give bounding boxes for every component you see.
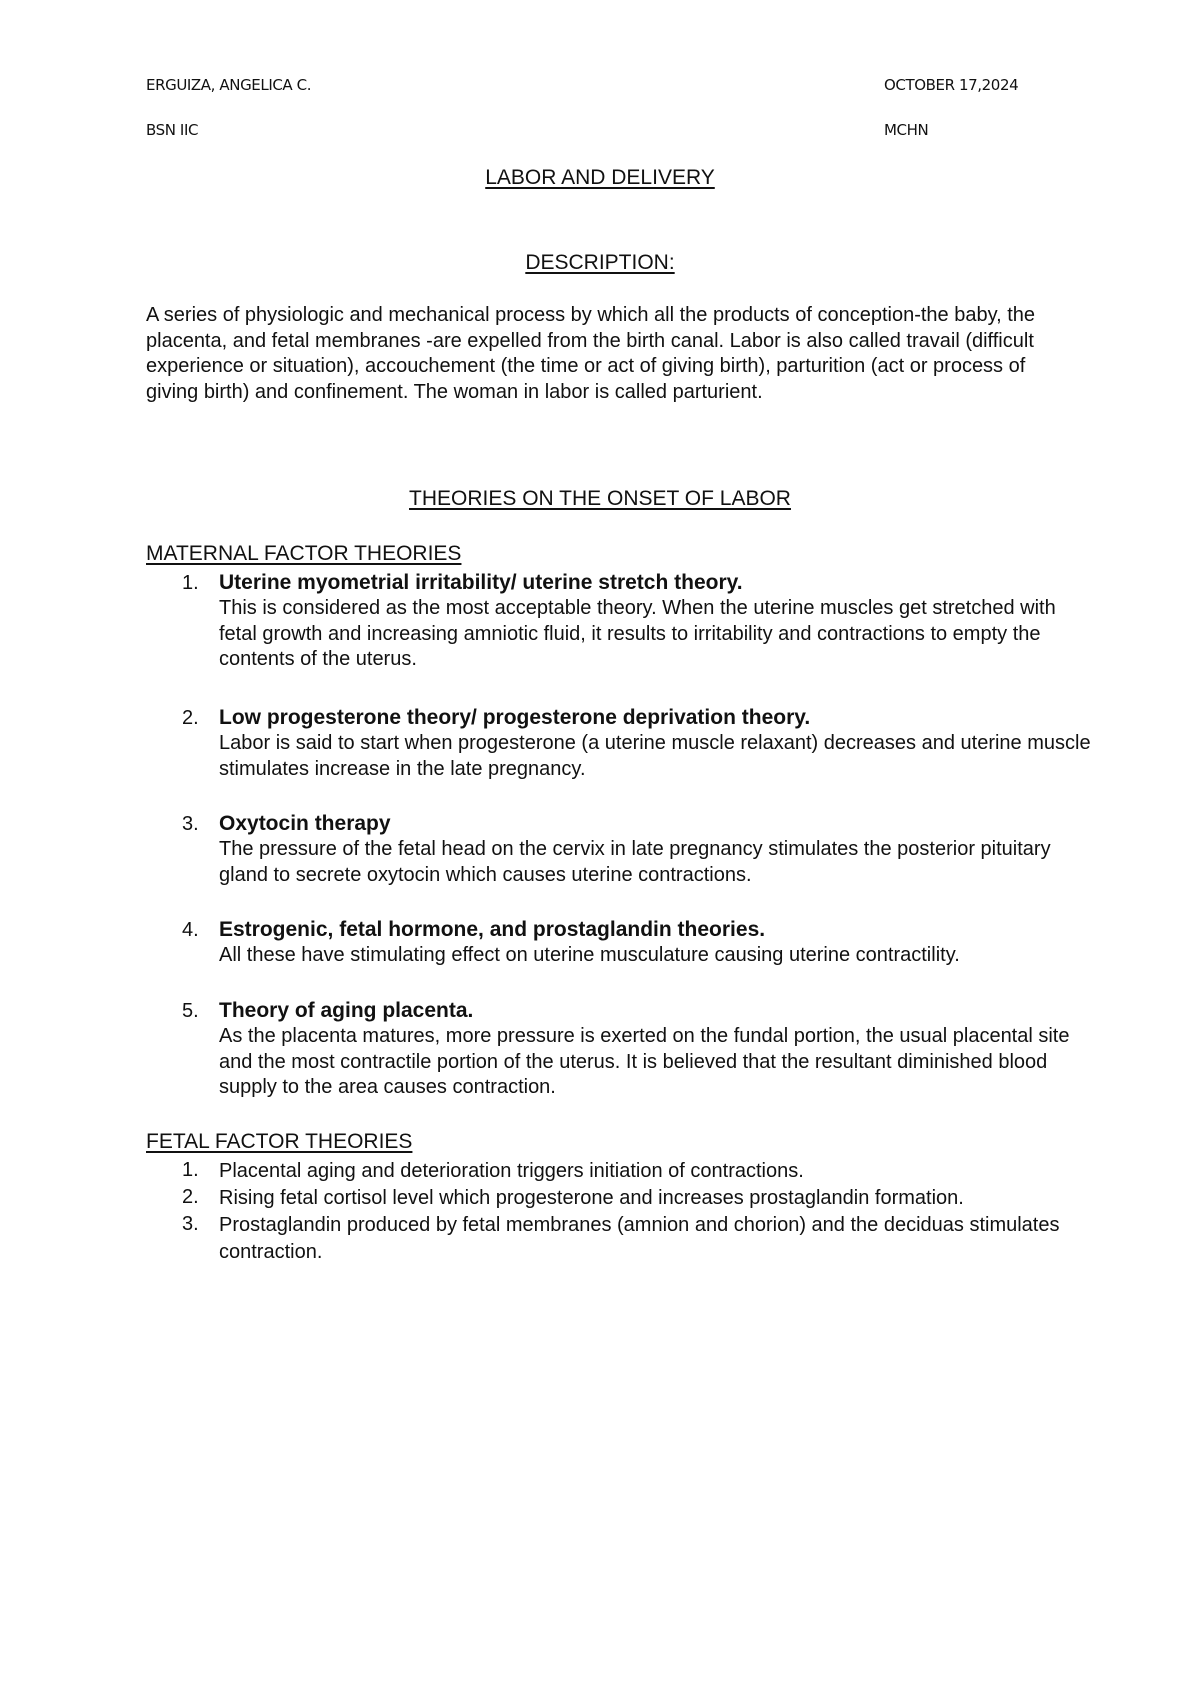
item-body: The pressure of the fetal head on the cervix in late pregnancy stimulates the posterior pituitary gland to secrete oxytocin which causes uterine contractions. <box>219 838 1051 886</box>
maternal-factor-heading: MATERNAL FACTOR THEORIES <box>146 542 462 565</box>
student-name: ERGUIZA, ANGELICA C. <box>146 76 312 94</box>
item-number: 1. <box>182 572 199 594</box>
fetal-factor-heading: FETAL FACTOR THEORIES <box>146 1130 413 1153</box>
description-text: A series of physiologic and mechanical process by which all the products of conception-the baby, the placenta, and fetal membranes -are expelled from the birth canal. Labor is also called travail (difficult experience or situation), accouchement (the time or act of giving birth), parturition (act or process of giving birth) and confinement. The woman in labor is called parturient. <box>146 304 1036 403</box>
theories-heading: THEORIES ON THE ONSET OF LABOR <box>409 487 791 510</box>
item-number: 2. <box>182 1186 199 1208</box>
description-heading: DESCRIPTION: <box>525 251 675 274</box>
item-number: 3. <box>182 1213 199 1235</box>
item-number: 3. <box>182 813 199 835</box>
item-number: 4. <box>182 919 199 941</box>
item-text: Rising fetal cortisol level which progesterone and increases prostaglandin formation. <box>219 1187 964 1209</box>
submission-date: OCTOBER 17,2024 <box>884 76 1019 94</box>
document-title: LABOR AND DELIVERY <box>485 166 715 189</box>
item-text: Placental aging and deterioration triggers initiation of contractions. <box>219 1160 804 1182</box>
item-title: Oxytocin therapy <box>219 812 391 835</box>
item-body: All these have stimulating effect on uterine musculature causing uterine contractility. <box>219 944 960 966</box>
item-number: 2. <box>182 707 199 729</box>
item-title: Estrogenic, fetal hormone, and prostaglandin theories. <box>219 918 766 941</box>
item-title: Low progesterone theory/ progesterone deprivation theory. <box>219 706 811 729</box>
student-section: BSN IIC <box>146 121 199 139</box>
item-body: This is considered as the most acceptable theory. When the uterine muscles get stretched with fetal growth and increasing amniotic fluid, it results to irritability and contractions to empty the contents of the uterus. <box>219 597 1056 670</box>
item-body: As the placenta matures, more pressure is exerted on the fundal portion, the usual placental site and the most contractile portion of the uterus. It is believed that the resultant diminished blood supply to the area causes contraction. <box>219 1025 1070 1098</box>
item-title: Theory of aging placenta. <box>219 999 474 1022</box>
item-number: 1. <box>182 1159 199 1181</box>
item-title: Uterine myometrial irritability/ uterine stretch theory. <box>219 571 743 594</box>
item-text: Prostaglandin produced by fetal membranes (amnion and chorion) and the deciduas stimulates contraction. <box>219 1214 1060 1263</box>
course-code: MCHN <box>884 121 929 139</box>
item-number: 5. <box>182 1000 199 1022</box>
item-body: Labor is said to start when progesterone (a uterine muscle relaxant) decreases and uterine muscle stimulates increase in the late pregnancy. <box>219 732 1091 780</box>
